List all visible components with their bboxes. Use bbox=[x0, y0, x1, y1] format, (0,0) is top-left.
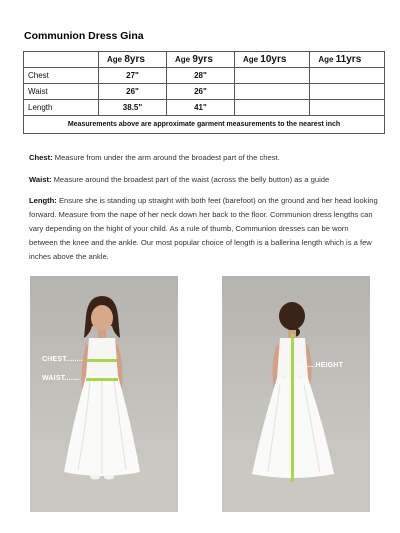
table-row bbox=[24, 100, 385, 116]
table-cell: 38.5" bbox=[99, 100, 167, 116]
row-label-waist: Waist bbox=[24, 84, 99, 100]
table-header-age: Age 11yrs bbox=[310, 52, 385, 68]
table-cell bbox=[234, 68, 309, 84]
girl-back-illustration bbox=[222, 276, 370, 512]
waist-description: Waist: Measure around the broadest part of the waist (across the belly button) as a guide bbox=[29, 175, 330, 184]
table-header-row bbox=[24, 52, 385, 68]
front-measurement-photo bbox=[30, 276, 178, 512]
waist-label: WAIST....... bbox=[42, 375, 80, 382]
table-row bbox=[24, 68, 385, 84]
row-label-length: Length bbox=[24, 100, 99, 116]
table-note-row bbox=[24, 116, 385, 134]
chest-label: CHEST........ bbox=[42, 356, 84, 363]
table-row bbox=[24, 84, 385, 100]
row-label-chest: Chest bbox=[24, 68, 99, 84]
table-header-age: Age 9yrs bbox=[166, 52, 234, 68]
table-cell bbox=[234, 100, 309, 116]
table-cell: 41" bbox=[166, 100, 234, 116]
table-header-age: Age 10yrs bbox=[234, 52, 309, 68]
table-cell: 26" bbox=[99, 84, 167, 100]
back-measurement-photo bbox=[222, 276, 370, 512]
table-cell: 27" bbox=[99, 68, 167, 84]
height-label: ..........HEIGHT bbox=[294, 362, 344, 369]
table-cell: 26" bbox=[166, 84, 234, 100]
table-header-age: Age 8yrs bbox=[99, 52, 167, 68]
table-cell bbox=[234, 84, 309, 100]
table-cell bbox=[310, 84, 385, 100]
table-cell bbox=[310, 100, 385, 116]
table-cell: 28" bbox=[166, 68, 234, 84]
chest-description: Chest: Measure from under the arm around the broadest part of the chest. bbox=[29, 153, 280, 162]
table-cell bbox=[310, 68, 385, 84]
girl-front-illustration bbox=[30, 276, 178, 512]
page-title: Communion Dress Gina bbox=[24, 30, 144, 42]
size-table bbox=[23, 51, 385, 134]
length-description: Length: Ensure she is standing up straight with both feet (barefoot) on the ground and her head looking forward. Measure from the nape of her neck down her back to the floor. Communion dress lengths can vary depending on the hight of your child. As a rule of thumb, Communion dresses can be worn between the knee and the ankle. Our most popular choice of length is a ballerina length which is a few inches above the ankle. bbox=[29, 196, 378, 261]
table-corner-cell bbox=[24, 52, 99, 68]
table-note: Measurements above are approximate garment measurements to the nearest inch bbox=[24, 116, 385, 134]
